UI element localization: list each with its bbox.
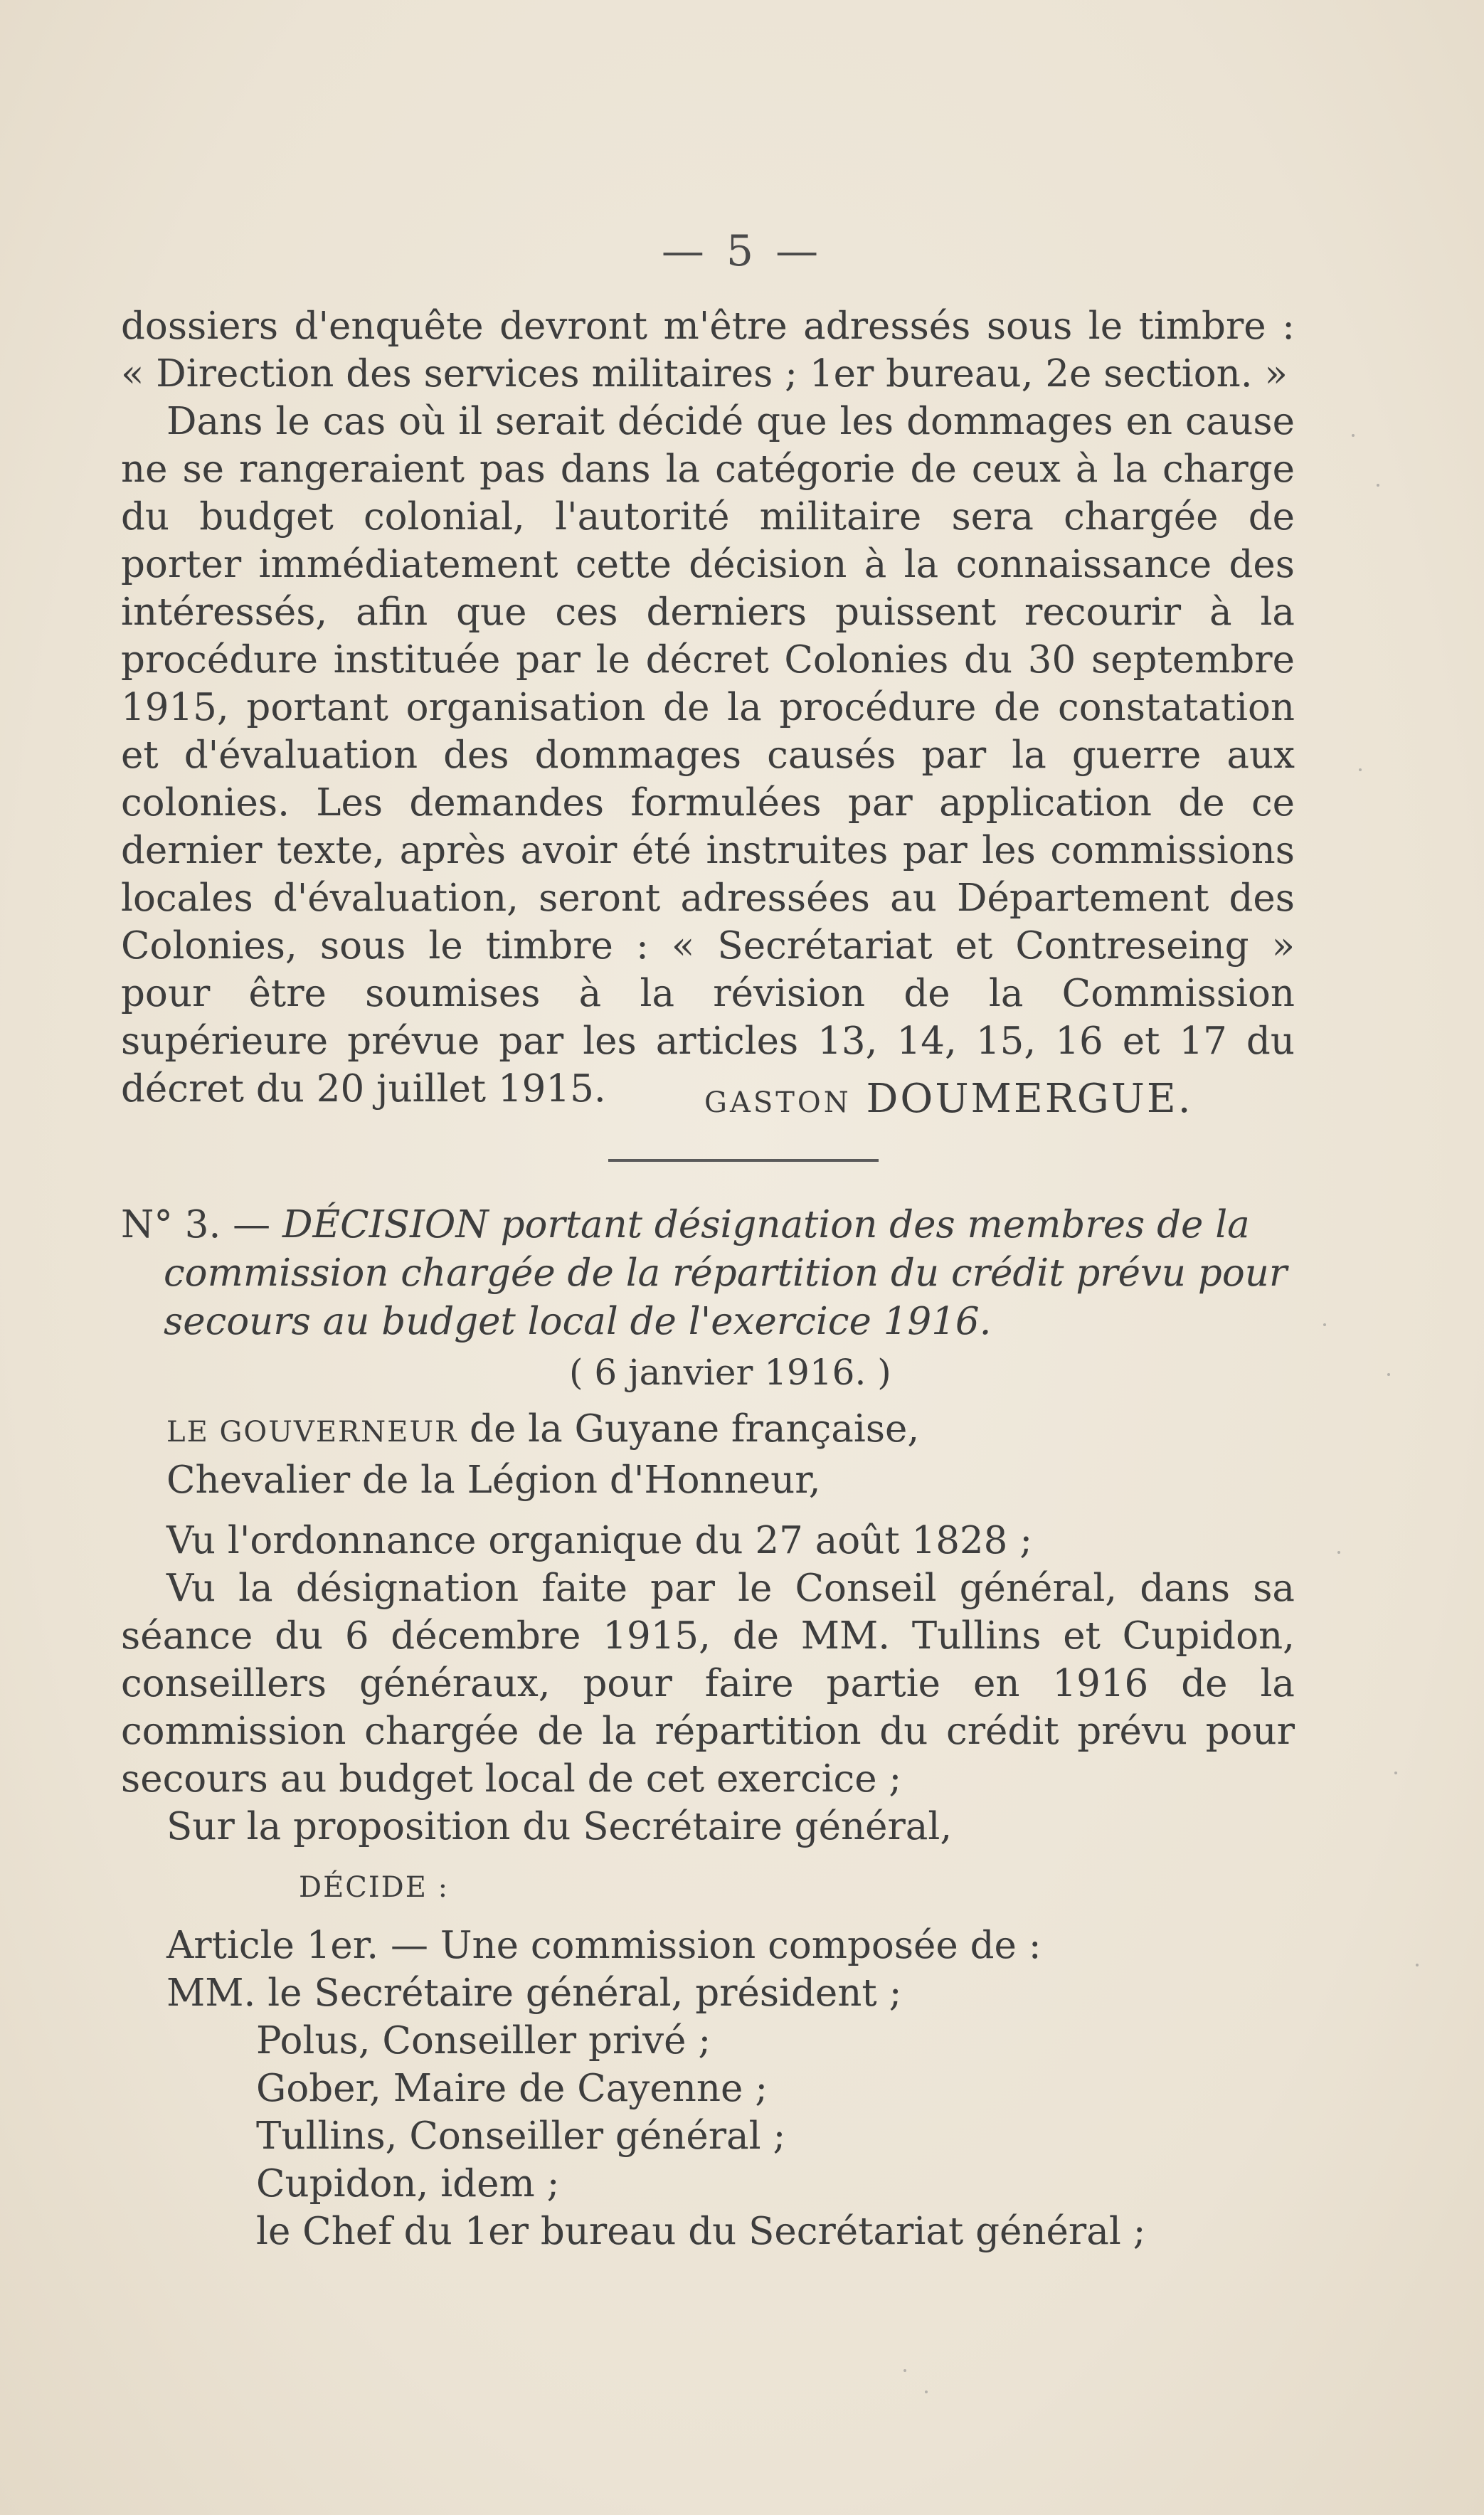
paper-speck <box>1416 1964 1419 1966</box>
decision-number: N° 3. — <box>121 1203 271 1246</box>
paragraph: dossiers d'enquête devront m'être adressés sous le timbre : « Direction des services militaires ; 1er bureau, 2e section. » <box>121 305 1295 396</box>
chevalier-line: Chevalier de la Légion d'Honneur, <box>166 1458 821 1502</box>
paper-speck <box>1352 434 1355 437</box>
paper-speck <box>1359 768 1362 771</box>
proposition-line: Sur la proposition du Secrétaire général, <box>166 1805 953 1848</box>
section-divider <box>608 1159 879 1162</box>
decide-heading: DÉCIDE : <box>299 1871 450 1904</box>
list-item: Cupidon, idem ; <box>256 2162 560 2206</box>
paper-speck <box>1337 1551 1340 1554</box>
paper-speck <box>925 2390 928 2393</box>
signature-last-name: DOUMERGUE. <box>866 1076 1193 1122</box>
list-item: Tullins, Conseiller général ; <box>256 2114 786 2158</box>
paper-speck <box>1377 484 1379 487</box>
vu-line-1: Vu l'ordonnance organique du 27 août 1828 ; <box>166 1519 1033 1562</box>
paper-speck <box>1323 1323 1326 1326</box>
list-item: Gober, Maire de Cayenne ; <box>256 2067 768 2110</box>
decision-body <box>121 1405 1295 2255</box>
governor-line <box>121 1405 1295 1456</box>
decision-title-cont-1: commission chargée de la répartition du crédit prévu pour <box>164 1251 1288 1295</box>
decision-heading <box>121 1201 1295 1346</box>
signature-first-name: GASTON <box>704 1086 852 1119</box>
paper-speck <box>1394 1772 1397 1774</box>
decision-title: DÉCISION portant désignation des membres de la <box>282 1203 1250 1246</box>
governor-title: LE GOUVERNEUR <box>166 1416 458 1449</box>
list-item: Polus, Conseiller privé ; <box>256 2019 711 2063</box>
paper-speck <box>1387 1373 1390 1376</box>
list-item: le Chef du 1er bureau du Secrétariat général ; <box>256 2210 1146 2253</box>
section-1-text <box>121 302 1295 1113</box>
paragraph: Dans le cas où il serait décidé que les dommages en cause ne se rangeraient pas dans la catégorie de ceux à la charge du budget colonial, l'autorité militaire sera chargée de porter immédiatement cette décision à la connaissance des intéressés, afin que ces derniers puissent recourir à la procédure instituée par le décret Colonies du 30 septembre 1915, portant organisation de la procédure de constatation et d'évaluation des dommages causés par la guerre aux colonies. Les demandes formulées par application de ce dernier texte, après avoir été instruites par les commissions locales d'évaluation, seront adressées au Département des Colonies, sous le timbre : « Secrétariat et Contreseing » pour être soumises à la révision de la Commission supérieure prévue par les articles 13, 14, 15, 16 et 17 du décret du 20 juillet 1915. <box>121 400 1295 1111</box>
governor-rest: de la Guyane française, <box>457 1407 920 1451</box>
vu-line-2: Vu la désignation faite par le Conseil général, dans sa séance du 6 décembre 1915, de MM. Tullins et Cupidon, conseillers généraux, pour faire partie en 1916 de la commission chargée de la répartition du crédit prévu pour secours au budget local de cet exercice ; <box>121 1567 1295 1801</box>
member-list <box>121 1969 1295 2255</box>
page-number: — 5 — <box>661 226 823 276</box>
list-item: MM. le Secrétaire général, président ; <box>166 1971 902 2015</box>
article-1: Article 1er. — Une commission composée de : <box>166 1924 1042 1967</box>
signature <box>704 1076 1193 1122</box>
paper-speck <box>903 2369 906 2372</box>
decision-title-cont-2: secours au budget local de l'exercice 1916. <box>164 1300 992 1343</box>
decision-date: ( 6 janvier 1916. ) <box>569 1352 891 1393</box>
